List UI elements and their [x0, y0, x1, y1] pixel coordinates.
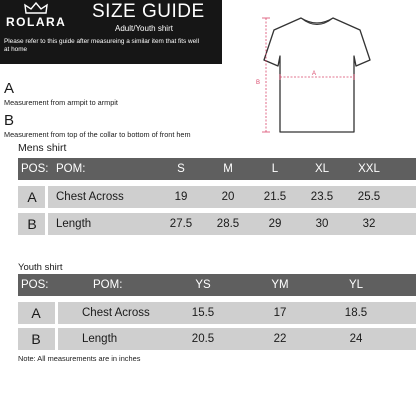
- youth-row-b-yl: 24: [349, 333, 363, 345]
- youth-row-a-pos: A: [31, 305, 41, 321]
- mens-header-xl: XL: [314, 163, 330, 175]
- mens-row-b: [18, 213, 416, 235]
- youth-header-ys: YS: [195, 279, 211, 291]
- measure-b-description: Measurement from top of the collar to bottom of front hem: [4, 130, 191, 139]
- youth-header-ym: YM: [271, 279, 289, 291]
- mens-header-pom: POM:: [56, 163, 86, 175]
- tshirt-diagram: [256, 14, 354, 136]
- mens-header-xxl: XXL: [358, 163, 380, 175]
- page-title: SIZE GUIDE: [92, 1, 205, 22]
- mens-row-a: [18, 186, 416, 208]
- mens-row-b-pom: Length: [56, 218, 92, 230]
- crown-icon: [24, 2, 48, 14]
- brand-logo: [6, 2, 76, 28]
- row-divider: [45, 213, 48, 235]
- youth-row-b-pom: Length: [82, 333, 118, 345]
- mens-row-b-pos: B: [27, 216, 37, 232]
- tshirt-icon: [256, 14, 386, 136]
- youth-header-row: [18, 274, 416, 296]
- mens-header-m: M: [223, 163, 233, 175]
- mens-header-s: S: [177, 163, 185, 175]
- youth-row-a-ym: 17: [273, 307, 287, 319]
- row-divider: [45, 186, 48, 208]
- page-subtitle: Adult/Youth shirt: [115, 24, 173, 33]
- mens-row-b-s: 27.5: [169, 218, 193, 230]
- mens-row-a-m: 20: [221, 191, 235, 203]
- youth-row-b-ys: 20.5: [191, 333, 215, 345]
- diagram-label-a: A: [312, 71, 317, 77]
- header-banner: [0, 0, 222, 64]
- mens-row-a-xl: 23.5: [310, 191, 334, 203]
- row-divider: [55, 328, 58, 350]
- measure-a-letter: A: [4, 80, 15, 97]
- mens-header-row: [18, 158, 416, 180]
- youth-row-a-ys: 15.5: [191, 307, 215, 319]
- youth-header-pos: POS:: [21, 279, 49, 291]
- mens-row-a-pos: A: [27, 189, 37, 205]
- mens-row-a-s: 19: [174, 191, 188, 203]
- youth-row-a-yl: 18.5: [344, 307, 368, 319]
- mens-row-b-l: 29: [268, 218, 282, 230]
- row-divider: [55, 302, 58, 324]
- mens-header-l: L: [271, 163, 279, 175]
- measure-b-letter: B: [4, 112, 15, 129]
- youth-row-a-pom: Chest Across: [82, 307, 150, 319]
- footnote: Note: All measurements are in inches: [18, 354, 141, 363]
- mens-header-pos: POS:: [21, 163, 49, 175]
- header-note: Please refer to this guide after measureing a similar item that fits well at home: [4, 38, 199, 53]
- youth-row-b-ym: 22: [273, 333, 287, 345]
- brand-name: ROLARA: [6, 15, 67, 29]
- youth-section-label: Youth shirt: [18, 262, 63, 273]
- youth-row-b-pos: B: [31, 331, 41, 347]
- mens-row-a-l: 21.5: [263, 191, 287, 203]
- diagram-label-b: B: [256, 80, 261, 86]
- youth-row-b: [18, 328, 416, 350]
- measure-a-description: Measurement from armpit to armpit: [4, 98, 118, 107]
- mens-row-b-xl: 30: [315, 218, 329, 230]
- mens-row-b-m: 28.5: [216, 218, 240, 230]
- youth-header-yl: YL: [348, 279, 364, 291]
- youth-row-a: [18, 302, 416, 324]
- mens-row-b-xxl: 32: [362, 218, 376, 230]
- youth-header-pom: POM:: [93, 279, 123, 291]
- mens-row-a-xxl: 25.5: [357, 191, 381, 203]
- mens-row-a-pom: Chest Across: [56, 191, 124, 203]
- mens-section-label: Mens shirt: [18, 142, 67, 154]
